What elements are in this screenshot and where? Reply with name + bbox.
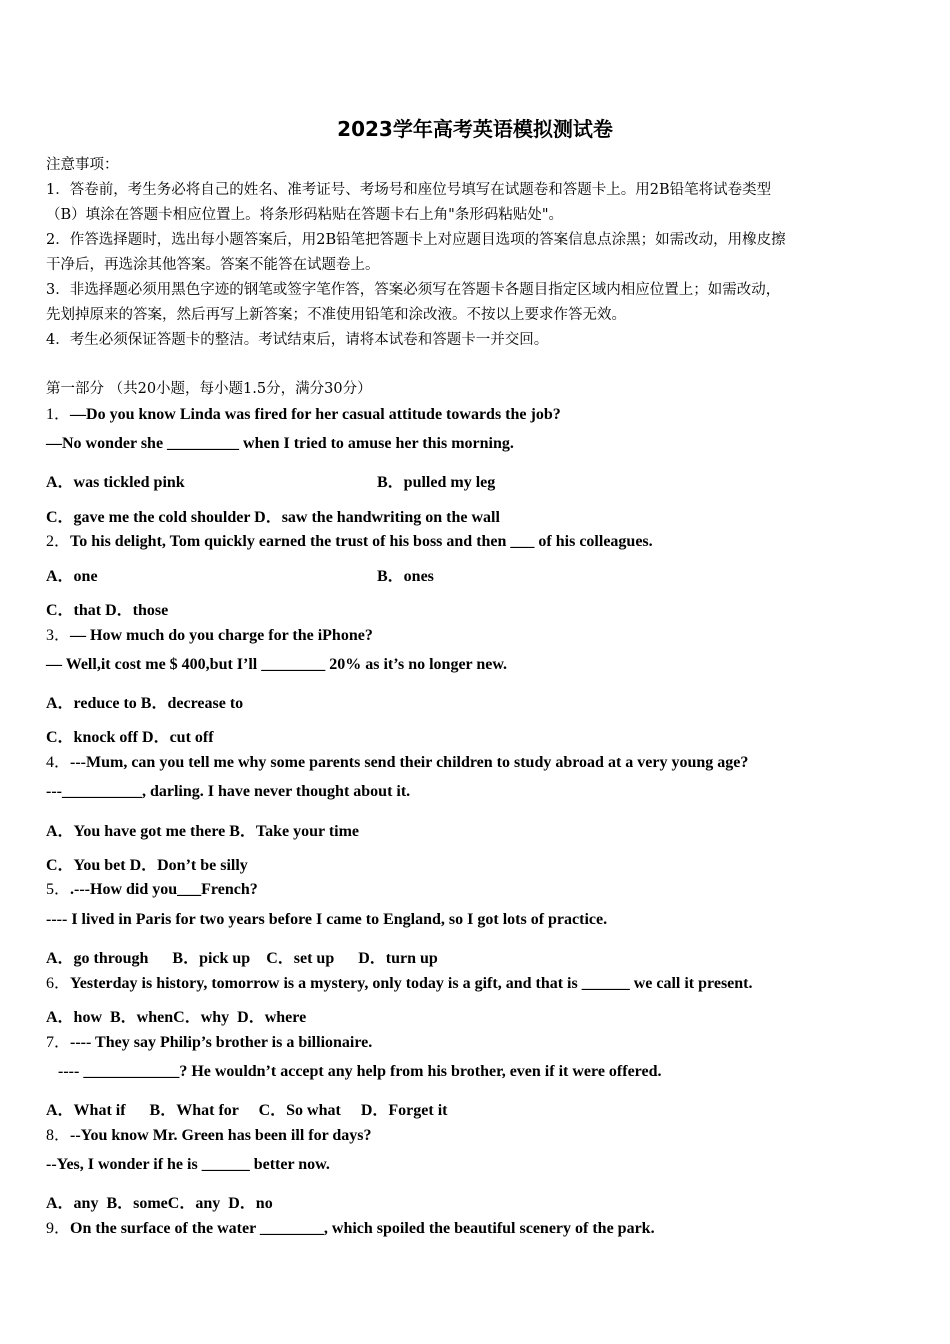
option-cd[interactable]: C．that D．those	[46, 602, 169, 619]
question-7-line2: ---- ____________? He wouldn’t accept any help from his brother, even if it were offered.	[46, 1063, 662, 1080]
question-3	[46, 622, 373, 645]
notice-line: 3．非选择题必须用黑色字迹的钢笔或签字笔作答，答案必须写在答题卡各题目指定区域内相应位置上；如需改动，	[46, 282, 781, 298]
option-b[interactable]: B．ones	[377, 568, 434, 585]
question-stem: Yesterday is history, tomorrow is a mystery, only today is a gift, and that is ______ we call it present.	[70, 975, 753, 992]
question-8	[46, 1122, 372, 1145]
notice-line: 2．作答选择题时，选出每小题答案后，用2B铅笔把答题卡上对应题目选项的答案信息点涂黑；如需改动，用橡皮擦	[46, 232, 786, 248]
question-stem: --You know Mr. Green has been ill for days?	[70, 1127, 372, 1144]
question-1	[46, 401, 561, 424]
option-cd[interactable]: C．You bet D．Don’t be silly	[46, 857, 248, 874]
options[interactable]: A．What if B．What for C．So what D．Forget it	[46, 1102, 448, 1119]
question-number: 4．	[46, 754, 71, 771]
question-8-line2: --Yes, I wonder if he is ______ better now.	[46, 1156, 330, 1173]
question-stem: ---Mum, can you tell me why some parents send their children to study abroad at a very young age?	[70, 754, 749, 771]
options[interactable]: A．any B．someC．any D．no	[46, 1195, 273, 1212]
question-stem: To his delight, Tom quickly earned the trust of his boss and then ___ of his colleagues.	[70, 533, 653, 550]
question-number: 7．	[46, 1034, 71, 1051]
question-stem: — How much do you charge for the iPhone?	[70, 627, 373, 644]
question-7	[46, 1029, 372, 1052]
question-number: 5．	[46, 881, 71, 898]
option-cd[interactable]: C．knock off D．cut off	[46, 729, 214, 746]
question-stem: —Do you know Linda was fired for her casual attitude towards the job?	[70, 406, 561, 423]
question-4-line2: ---__________, darling. I have never thought about it.	[46, 783, 411, 800]
page-title: 2023学年高考英语模拟测试卷	[337, 117, 613, 141]
question-number: 2．	[46, 533, 71, 550]
question-4	[46, 749, 748, 772]
question-number: 6．	[46, 975, 71, 992]
notice-line: 4．考生必须保证答题卡的整洁。考试结束后，请将本试卷和答题卡一并交回。	[46, 332, 549, 348]
question-stem: On the surface of the water ________, which spoiled the beautiful scenery of the park.	[70, 1220, 655, 1237]
question-6	[46, 970, 753, 993]
question-stem: ---- They say Philip’s brother is a billionaire.	[70, 1034, 373, 1051]
option-a[interactable]: A．was tickled pink	[46, 474, 185, 491]
notice-line: 干净后，再选涂其他答案。答案不能答在试题卷上。	[46, 257, 380, 273]
notice-heading: 注意事项：	[46, 157, 119, 173]
question-stem: .---How did you___French?	[70, 881, 258, 898]
question-number: 3．	[46, 627, 71, 644]
question-5-line2: ---- I lived in Paris for two years before I came to England, so I got lots of practice.	[46, 911, 608, 928]
option-cd[interactable]: C．gave me the cold shoulder D．saw the handwriting on the wall	[46, 509, 500, 526]
question-2	[46, 528, 653, 551]
question-3-line2: — Well,it cost me $ 400,but I’ll ________ 20% as it’s no longer new.	[46, 656, 508, 673]
section-heading: 第一部分 （共20小题，每小题1.5分，满分30分）	[46, 381, 372, 397]
options[interactable]: A．how B．whenC．why D．where	[46, 1009, 307, 1026]
question-number: 8．	[46, 1127, 71, 1144]
question-1-line2: —No wonder she _________ when I tried to amuse her this morning.	[46, 435, 514, 452]
question-9	[46, 1215, 655, 1238]
notice-line: （B）填涂在答题卡相应位置上。将条形码粘贴在答题卡右上角"条形码粘贴处"。	[46, 207, 563, 223]
option-ab[interactable]: A．reduce to B．decrease to	[46, 695, 244, 712]
options[interactable]: A．go through B．pick up C．set up D．turn up	[46, 950, 438, 967]
option-ab[interactable]: A．You have got me there B．Take your time	[46, 823, 360, 840]
option-a[interactable]: A．one	[46, 568, 98, 585]
question-number: 9．	[46, 1220, 71, 1237]
notice-line: 先划掉原来的答案，然后再写上新答案；不准使用铅笔和涂改液。不按以上要求作答无效。	[46, 307, 626, 323]
notice-line: 1．答卷前，考生务必将自己的姓名、准考证号、考场号和座位号填写在试题卷和答题卡上。用2B铅笔将试卷类型	[46, 182, 772, 198]
question-5	[46, 876, 258, 899]
option-b[interactable]: B．pulled my leg	[377, 474, 496, 491]
question-number: 1．	[46, 406, 71, 423]
